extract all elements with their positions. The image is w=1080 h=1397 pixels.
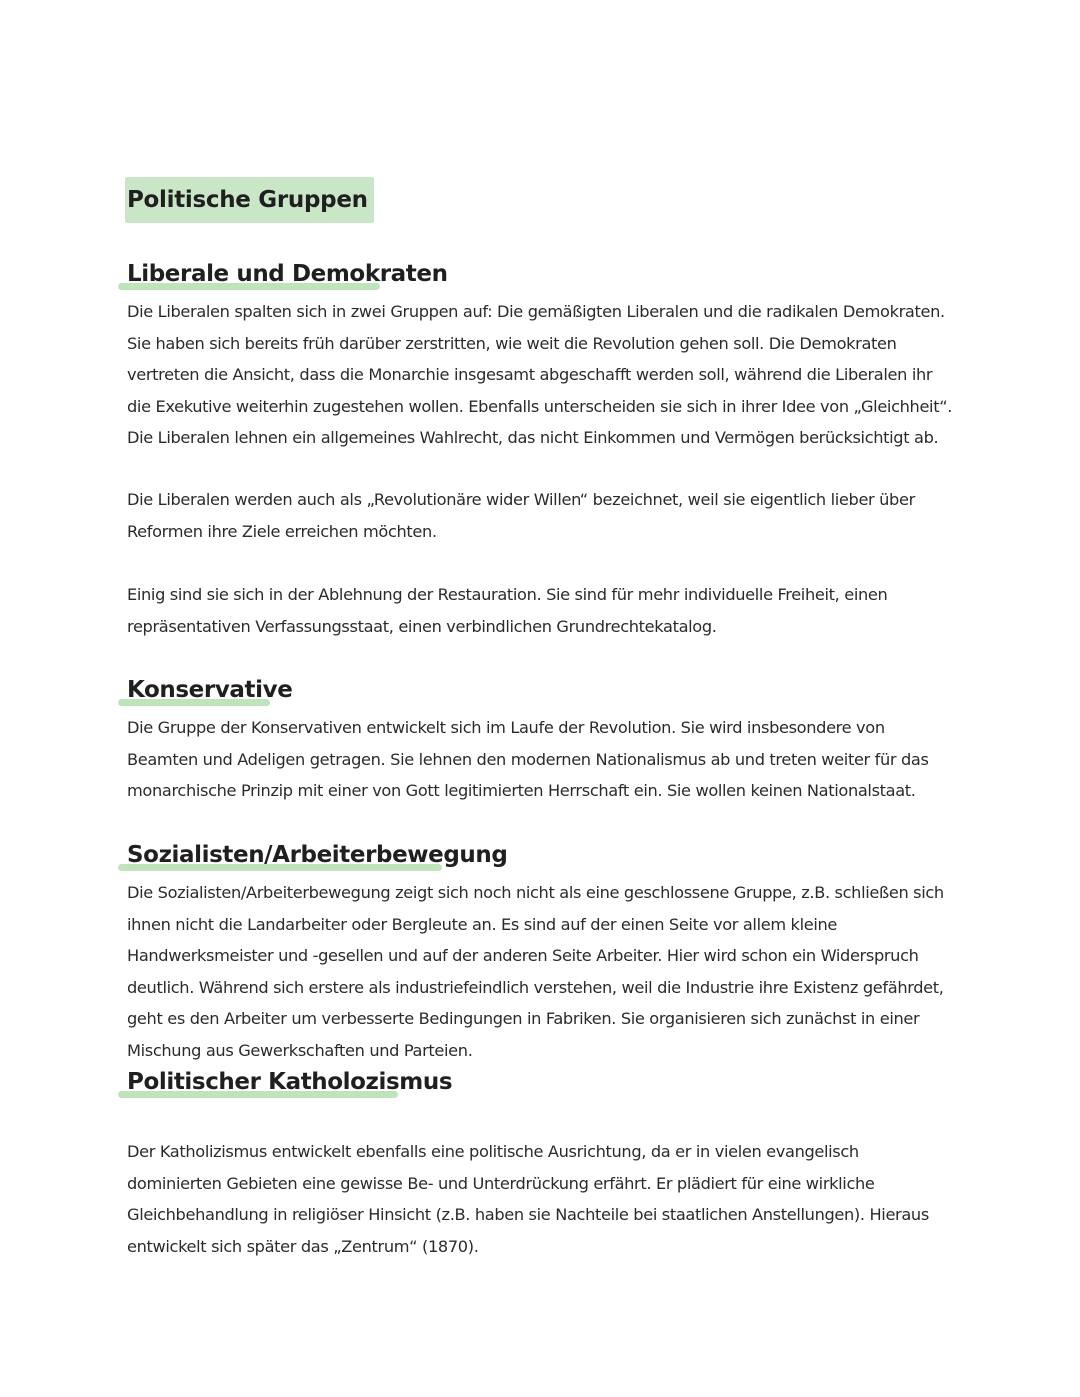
page-title: Politische Gruppen (127, 187, 368, 213)
section-heading-katholozismus: Politischer Katholozismus (127, 1069, 453, 1095)
section-heading-liberale: Liberale und Demokraten (127, 261, 448, 287)
paragraph-liberale-1: Die Liberalen spalten sich in zwei Gruppen auf: Die gemäßigten Liberalen und die radikalen Demokraten. Sie haben sich bereits früh darüber zerstritten, wie weit die Revolution gehen soll. Die Demokraten vertreten die Ansicht, dass die Monarchie insgesamt abgeschafft werden soll, während die Liberalen ihr die Exekutive weiterhin zugestehen wollen. Ebenfalls unterscheiden sie sich in ihrer Idee von „Gleichheit“. Die Liberalen lehnen ein allgemeines Wahlrecht, das nicht Einkommen und Vermögen berücksichtigt ab. (127, 302, 953, 447)
paragraph-liberale-2: Die Liberalen werden auch als „Revolutionäre wider Willen“ bezeichnet, weil sie eigentlich lieber über Reformen ihre Ziele erreichen möchten. (127, 490, 915, 541)
section-heading-konservative: Konservative (127, 677, 293, 703)
title-highlight-box (125, 177, 374, 223)
paragraph-sozialisten-1: Die Sozialisten/Arbeiterbewegung zeigt sich noch nicht als eine geschlossene Gruppe, z.B. schließen sich ihnen nicht die Landarbeiter oder Bergleute an. Es sind auf der einen Seite vor allem kleine Handwerksmeister und -gesellen und auf der anderen Seite Arbeiter. Hier wird schon ein Widerspruch deutlich. Während sich erstere als industriefeindlich verstehen, weil die Industrie ihre Existenz gefährdet, geht es den Arbeiter um verbesserte Bedingungen in Fabriken. Sie organisieren sich zunächst in einer Mischung aus Gewerkschaften und Parteien. (127, 883, 944, 1060)
paragraph-liberale-3: Einig sind sie sich in der Ablehnung der Restauration. Sie sind für mehr individuelle Freiheit, einen repräsentativen Verfassungsstaat, einen verbindlichen Grundrechtekatalog. (127, 585, 888, 636)
paragraph-katholozismus-1: Der Katholizismus entwickelt ebenfalls eine politische Ausrichtung, da er in vielen evangelisch dominierten Gebieten eine gewisse Be- und Unterdrückung erfährt. Er plädiert für eine wirkliche Gleichbehandlung in religiöser Hinsicht (z.B. haben sie Nachteile bei staatlichen Anstellungen). Hieraus entwickelt sich später das „Zentrum“ (1870). (127, 1142, 929, 1256)
section-heading-sozialisten: Sozialisten/Arbeiterbewegung (127, 842, 508, 868)
paragraph-konservative-1: Die Gruppe der Konservativen entwickelt sich im Laufe der Revolution. Sie wird insbesondere von Beamten und Adeligen getragen. Sie lehnen den modernen Nationalismus ab und treten weiter für das monarchische Prinzip mit einer von Gott legitimierten Herrschaft ein. Sie wollen keinen Nationalstaat. (127, 718, 929, 800)
